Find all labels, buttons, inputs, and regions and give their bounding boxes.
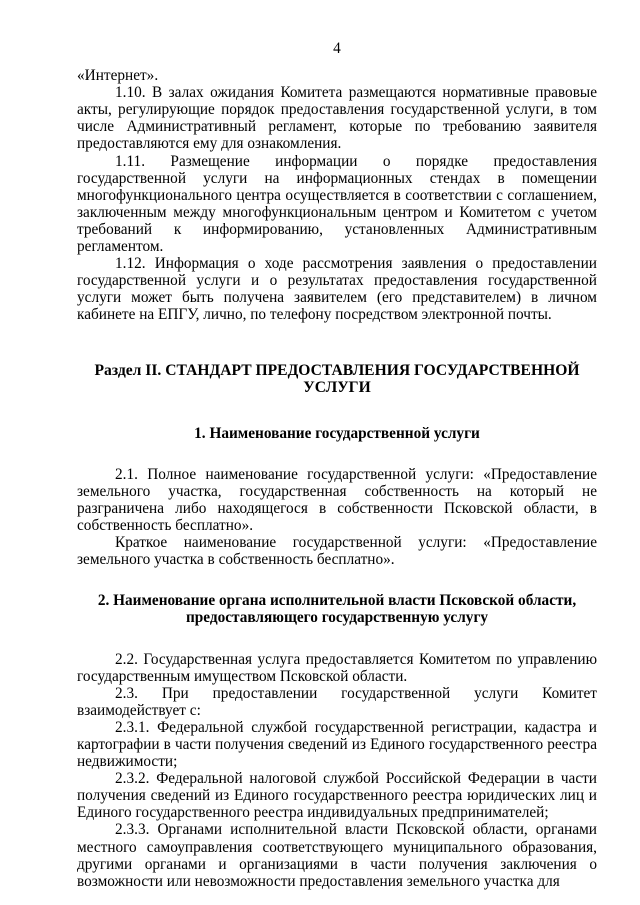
spacer (77, 396, 597, 425)
paragraph-2-3-2: 2.3.2. Федеральной налоговой службой Российской Федерации в части получения сведений из Единого государственного реестра юридических лиц и Единого государственного реестра индивидуальных предпринимателей; (77, 770, 597, 822)
spacer (77, 568, 597, 592)
paragraph-2-3-1: 2.3.1. Федеральной службой государственной регистрации, кадастра и картографии в части получения сведений из Единого государственного реестра недвижимости; (77, 718, 597, 771)
paragraph-2-1: 2.1. Полное наименование государственной услуги: «Предоставление земельного участка, государственная собственность на который не разграничена либо находящегося в собственности Псковской области, в собственность бесплатно». (77, 465, 597, 535)
paragraph-2-2: 2.2. Государственная услуга предоставляется Комитетом по управлению государственным имуществом Псковской области. (77, 650, 597, 685)
spacer (77, 324, 597, 362)
page-number: 4 (333, 40, 341, 57)
paragraph-internet: «Интернет». (77, 67, 159, 85)
subsection-2-title (77, 592, 597, 626)
paragraph-1-10: 1.10. В залах ожидания Комитета размещаются нормативные правовые акты, регулирующие порядок предоставления государственной услуги, в том числе Административный регламент, которые по требованию заявителя предоставляются ему для ознакомления. (77, 84, 597, 153)
paragraph-1-11: 1.11. Размещение информации о порядке предоставления государственной услуги на информационных стендах в помещении многофункционального центра осуществляется в соответствии с соглашением, заключенным между многофункциональным центром и Комитетом с учетом требований к информированию, установленных Административным регламентом. (77, 152, 597, 256)
section-title (77, 362, 597, 396)
paragraph-short-name: Краткое наименование государственной услуги: «Предоставление земельного участка в собственность бесплатно». (77, 534, 597, 569)
spacer (77, 442, 597, 466)
subsection-1-title: 1. Наименование государственной услуги (194, 424, 480, 442)
section-title-line-1: Раздел II. СТАНДАРТ ПРЕДОСТАВЛЕНИЯ ГОСУДАРСТВЕННОЙ (94, 361, 580, 379)
subsection-2-title-line-2: предоставляющего государственную услугу (185, 609, 489, 627)
paragraph-2-3-3: 2.3.3. Органами исполнительной власти Псковской области, органами местного самоуправления соответствующего муниципального образования, другими органами и организациями в части получения заключения о возможности или невозможности предоставления земельного участка для (77, 821, 597, 890)
paragraph-2-3: 2.3. При предоставлении государственной услуги Комитет взаимодействует с: (77, 684, 597, 719)
paragraph-1-12: 1.12. Информация о ходе рассмотрения заявления о предоставлении государственной услуги и о результатах предоставления государственной услуги может быть получена заявителем (его представителем) в личном кабинете на ЕПГУ, лично, по телефону посредством электронной почты. (77, 255, 597, 324)
document-page (77, 40, 597, 890)
section-title-line-2: УСЛУГИ (303, 378, 371, 396)
spacer (77, 627, 597, 651)
subsection-2-title-line-1: 2. Наименование органа исполнительной власти Псковской области, (97, 592, 577, 610)
